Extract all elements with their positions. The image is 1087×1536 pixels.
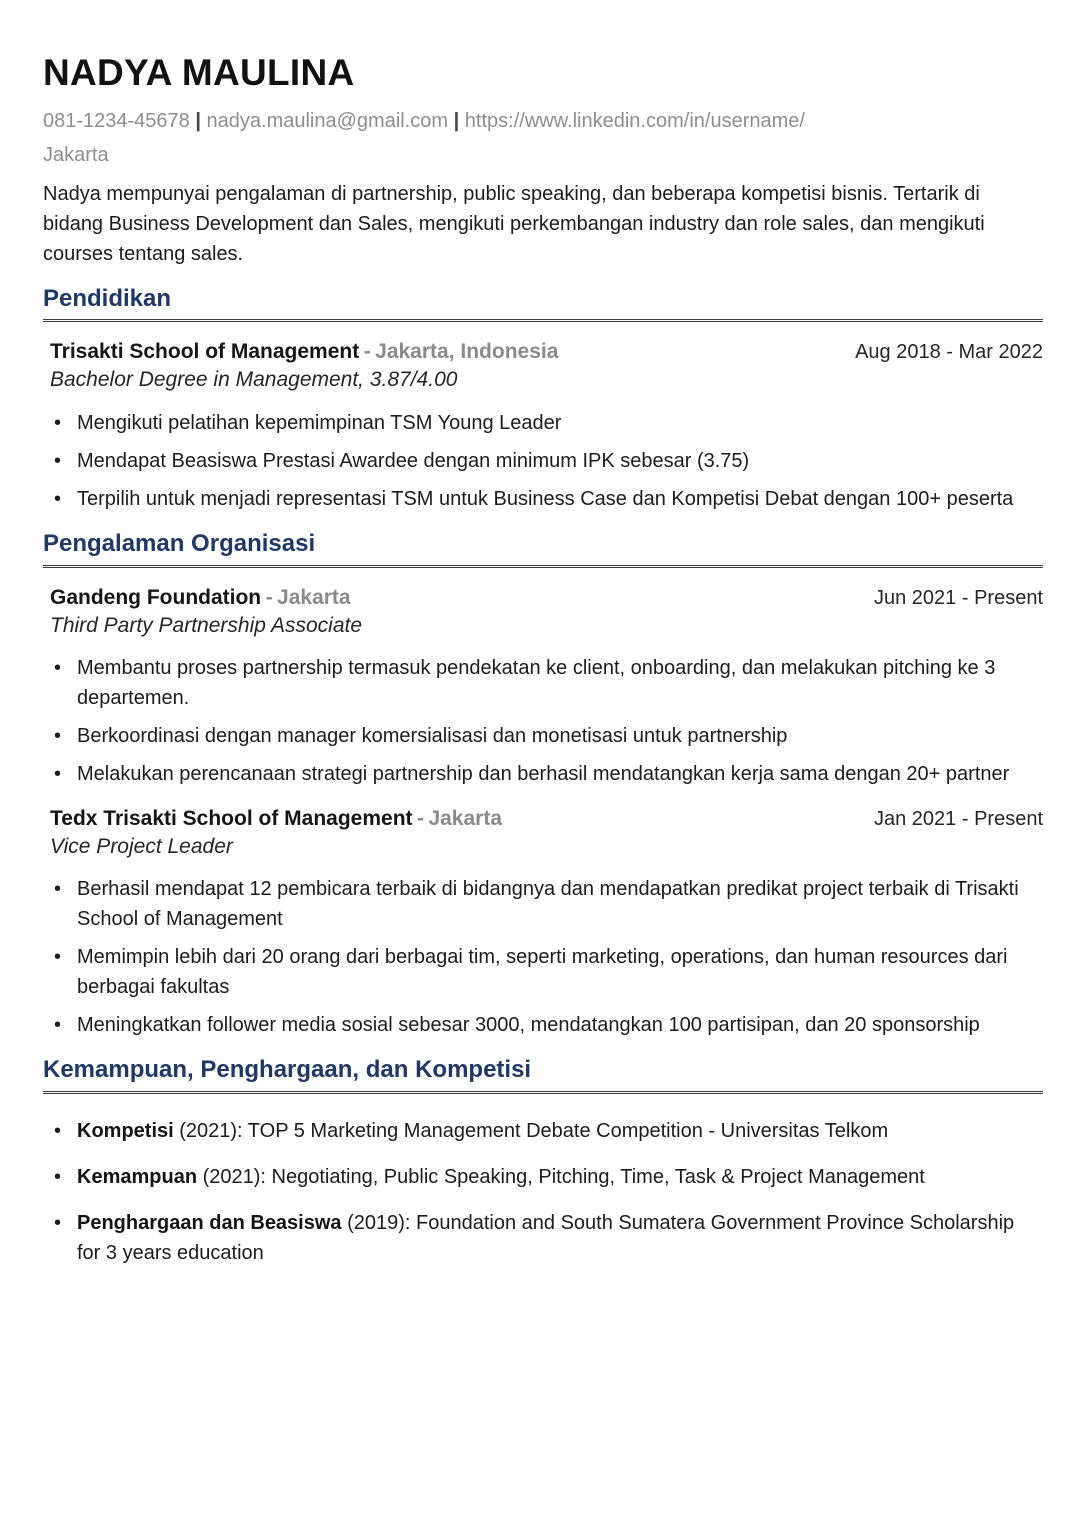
entry-location: Jakarta: [428, 806, 502, 830]
entry-location: Jakarta: [277, 585, 351, 609]
highlight-text: (2021): Negotiating, Public Speaking, Pitching, Time, Task & Project Management: [197, 1166, 925, 1189]
highlight-text: (2021): TOP 5 Marketing Management Debate Competition - Universitas Telkom: [173, 1120, 889, 1143]
entry-role: Vice Project Leader: [50, 834, 233, 858]
highlight-label: Kemampuan: [77, 1166, 198, 1189]
section-divider: [43, 1091, 1043, 1094]
bullet-item: • Melakukan perencanaan strategi partnership dan berhasil mendatangkan kerja sama dengan 20+ partner: [43, 759, 1043, 789]
highlight-label: Kompetisi: [77, 1120, 174, 1143]
bullet-item: • Berhasil mendapat 12 pembicara terbaik di bidangnya dan mendapatkan predikat project terbaik di Trisakti School of Management: [43, 874, 1043, 934]
experience-entry: [43, 807, 1043, 1040]
highlight-item: [43, 1116, 1043, 1146]
email-address: nadya.maulina@gmail.com: [206, 109, 449, 132]
bullet-item: • Mengikuti pelatihan kepemimpinan TSM Young Leader: [43, 408, 1043, 438]
education-entry: [43, 340, 1043, 513]
person-name: NADYA MAULINA: [43, 52, 355, 93]
entry-location-separator: -: [265, 585, 273, 609]
highlights-list: [43, 1116, 1043, 1268]
entry-bullet-list: [43, 874, 1043, 1040]
highlight-item: [43, 1162, 1043, 1192]
highlight-item: [43, 1208, 1043, 1268]
section-divider: [43, 319, 1043, 322]
highlight-text: (2019): Foundation and South Sumatera Government Province Scholarship for 3 years education: [77, 1212, 1015, 1265]
entry-role: Bachelor Degree in Management, 3.87/4.00: [50, 368, 458, 392]
section-title: Pendidikan: [43, 284, 172, 312]
entry-header: [50, 807, 1043, 831]
bullet-item: • Mendapat Beasiswa Prestasi Awardee dengan minimum IPK sebesar (3.75): [43, 446, 1043, 476]
entry-bullet-list: [43, 408, 1043, 514]
phone-number: 081-1234-45678: [43, 109, 190, 132]
section-education: [43, 285, 1043, 514]
entry-header: [50, 586, 1043, 610]
entry-org-line: [50, 340, 558, 364]
entry-dates: Jan 2021 - Present: [874, 807, 1043, 830]
section-divider: [43, 565, 1043, 568]
entry-dates: Aug 2018 - Mar 2022: [855, 341, 1043, 364]
entry-organization: Tedx Trisakti School of Management: [50, 806, 413, 830]
section-title: Pengalaman Organisasi: [43, 529, 316, 557]
highlight-label: Penghargaan dan Beasiswa: [77, 1212, 342, 1235]
section-skills-awards-competitions: [43, 1056, 1043, 1268]
entry-role: Third Party Partnership Associate: [50, 613, 363, 637]
entry-org-line: [50, 807, 502, 831]
entry-dates: Jun 2021 - Present: [874, 586, 1043, 609]
entry-organization: Gandeng Foundation: [50, 585, 262, 609]
section-title: Kemampuan, Penghargaan, dan Kompetisi: [43, 1056, 532, 1084]
entry-organization: Trisakti School of Management: [50, 340, 360, 364]
experience-entry: [43, 586, 1043, 789]
entry-location: Jakarta, Indonesia: [375, 340, 559, 364]
bullet-item: • Meningkatkan follower media sosial sebesar 3000, mendatangkan 100 partisipan, dan 20 sponsorship: [43, 1010, 1043, 1040]
summary-paragraph: Nadya mempunyai pengalaman di partnership, public speaking, dan beberapa kompetisi bisnis. Tertarik di bidang Business Development dan Sales, mengikuti perkembangan industry dan role sales, dan mengikuti courses tentang sales.: [43, 182, 985, 265]
contact-separator: |: [453, 109, 460, 132]
bullet-item: • Berkoordinasi dengan manager komersialisasi dan monetisasi untuk partnership: [43, 721, 1043, 751]
bullet-item: • Membantu proses partnership termasuk pendekatan ke client, onboarding, dan melakukan pitching ke 3 departemen.: [43, 653, 1043, 713]
entry-location-separator: -: [363, 340, 371, 364]
entry-location-separator: -: [416, 806, 424, 830]
bullet-item: • Memimpin lebih dari 20 orang dari berbagai tim, seperti marketing, operations, dan human resources dari berbagai fakultas: [43, 942, 1043, 1002]
linkedin-url: https://www.linkedin.com/in/username/: [464, 109, 805, 132]
entry-bullet-list: [43, 653, 1043, 789]
entry-header: [50, 340, 1043, 364]
resume-header: [43, 52, 1043, 269]
contact-line: [43, 104, 1043, 138]
location-text: Jakarta: [43, 143, 109, 166]
bullet-item: • Terpilih untuk menjadi representasi TSM untuk Business Case dan Kompetisi Debat dengan 100+ peserta: [43, 484, 1043, 514]
section-organizational-experience: [43, 530, 1043, 1041]
contact-separator: |: [195, 109, 201, 132]
entry-org-line: [50, 586, 351, 610]
